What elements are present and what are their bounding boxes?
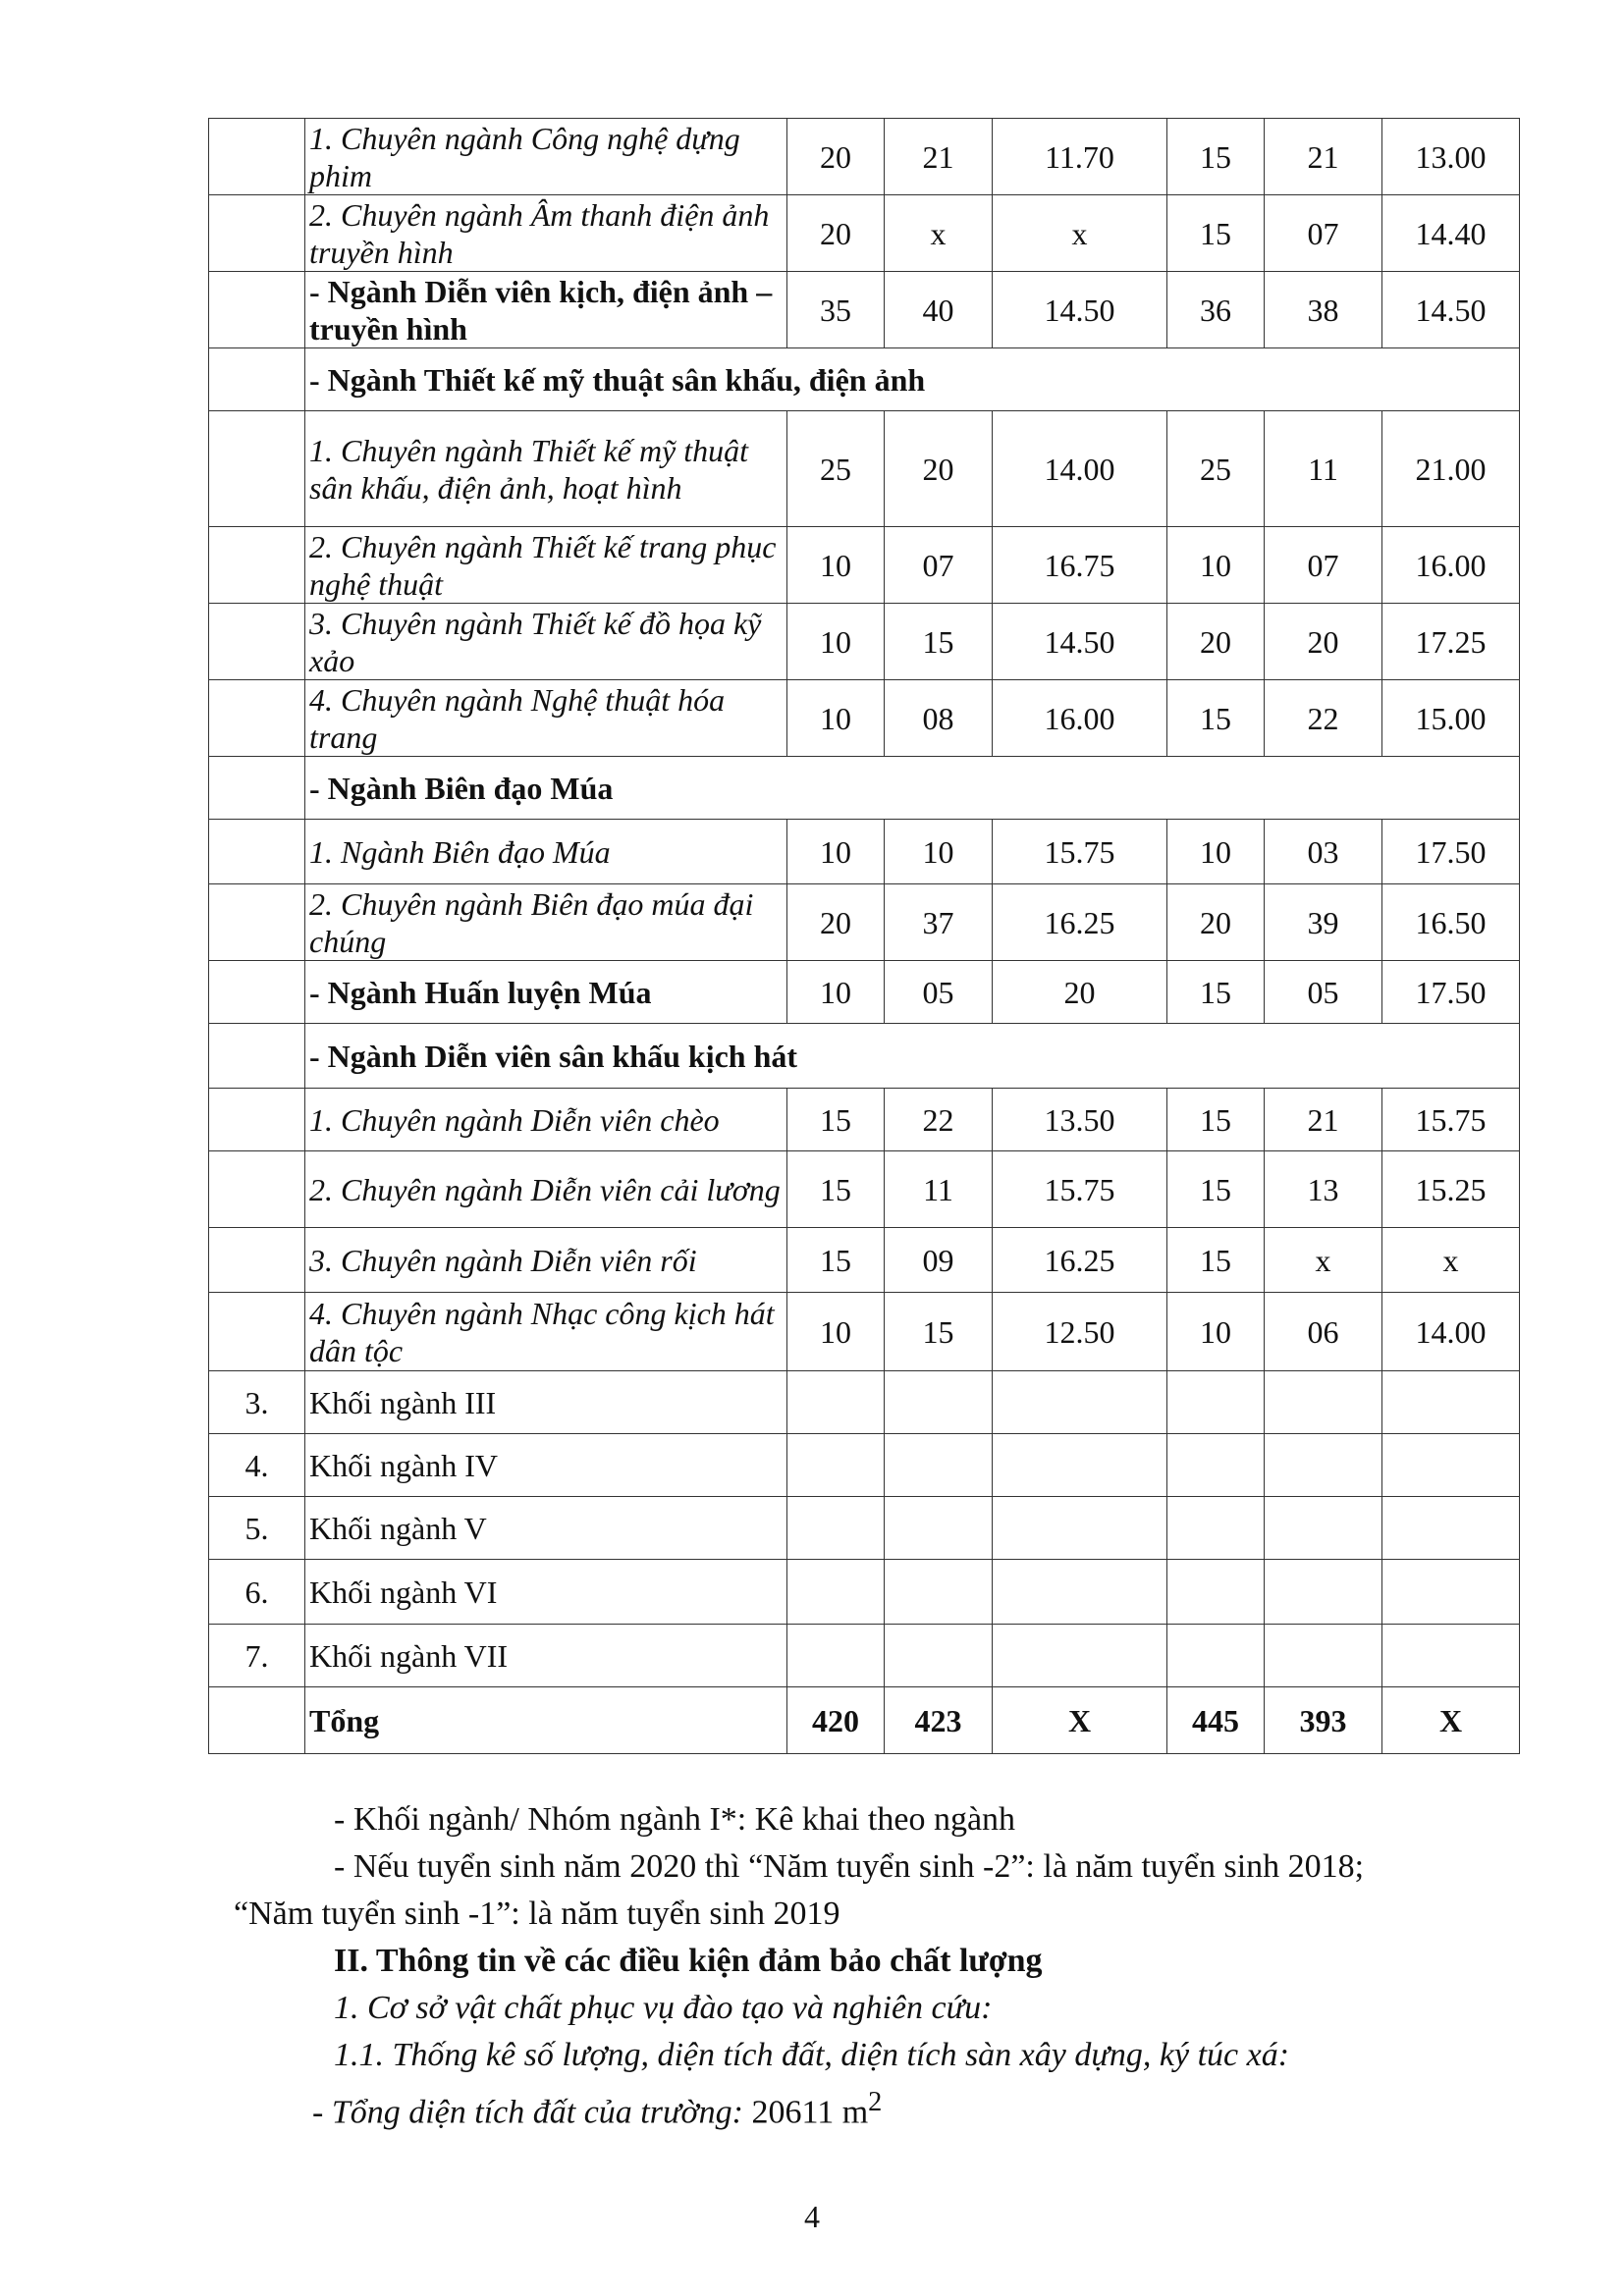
row-index-cell — [209, 1089, 305, 1151]
value-cell: 22 — [1265, 680, 1382, 757]
table-row — [209, 1089, 1520, 1151]
table-row — [209, 527, 1520, 604]
row-name-cell: - Ngành Thiết kế mỹ thuật sân khấu, điện ảnh — [305, 348, 1520, 411]
row-index-cell — [209, 1228, 305, 1293]
total-value-cell: 393 — [1265, 1687, 1382, 1754]
row-index-cell: 5. — [209, 1497, 305, 1560]
row-index-cell — [209, 195, 305, 272]
value-cell — [1382, 1625, 1520, 1687]
table-row — [209, 119, 1520, 195]
value-cell: 20 — [787, 195, 885, 272]
value-cell — [993, 1560, 1167, 1625]
row-name-cell: 1. Chuyên ngành Thiết kế mỹ thuật sân khấu, điện ảnh, hoạt hình — [305, 411, 787, 527]
value-cell: 10 — [787, 604, 885, 680]
row-name-cell: - Ngành Huấn luyện Múa — [305, 961, 787, 1024]
value-cell: 15 — [1167, 1089, 1265, 1151]
table-row — [209, 680, 1520, 757]
notes-section — [234, 1796, 1520, 2136]
value-cell: 20 — [993, 961, 1167, 1024]
table-row — [209, 820, 1520, 884]
value-cell: 14.50 — [993, 272, 1167, 348]
value-cell: 07 — [1265, 195, 1382, 272]
value-cell: 20 — [1265, 604, 1382, 680]
value-cell: x — [1265, 1228, 1382, 1293]
value-cell: 15 — [885, 604, 993, 680]
value-cell: 10 — [787, 680, 885, 757]
page-number: 4 — [804, 2199, 820, 2234]
value-cell: 15.25 — [1382, 1151, 1520, 1228]
value-cell: 37 — [885, 884, 993, 961]
value-cell: x — [885, 195, 993, 272]
table-row — [209, 411, 1520, 527]
value-cell: 17.25 — [1382, 604, 1520, 680]
value-cell — [885, 1434, 993, 1497]
row-index-cell — [209, 604, 305, 680]
table-row — [209, 884, 1520, 961]
row-name-cell: 4. Chuyên ngành Nhạc công kịch hát dân tộc — [305, 1293, 787, 1371]
row-name-cell: 4. Chuyên ngành Nghệ thuật hóa trang — [305, 680, 787, 757]
total-index-cell — [209, 1687, 305, 1754]
value-cell: 05 — [885, 961, 993, 1024]
value-cell: 15.75 — [993, 1151, 1167, 1228]
value-cell — [1167, 1371, 1265, 1434]
total-land-area — [234, 2079, 1520, 2136]
value-cell — [1265, 1371, 1382, 1434]
value-cell — [885, 1497, 993, 1560]
table-row — [209, 1151, 1520, 1228]
value-cell: 10 — [885, 820, 993, 884]
row-name-cell: 1. Chuyên ngành Công nghệ dựng phim — [305, 119, 787, 195]
note-group-declaration: - Khối ngành/ Nhóm ngành I*: Kê khai theo ngành — [334, 1801, 1016, 1838]
value-cell: 10 — [787, 1293, 885, 1371]
value-cell: 10 — [1167, 1293, 1265, 1371]
total-value-cell: 423 — [885, 1687, 993, 1754]
table-row — [209, 1497, 1520, 1560]
value-cell: 15.75 — [1382, 1089, 1520, 1151]
value-cell: 20 — [787, 119, 885, 195]
admission-table — [208, 118, 1520, 1754]
value-cell: 35 — [787, 272, 885, 348]
value-cell: 15.75 — [993, 820, 1167, 884]
value-cell: 36 — [1167, 272, 1265, 348]
value-cell: 20 — [1167, 604, 1265, 680]
value-cell: 16.50 — [1382, 884, 1520, 961]
value-cell: 16.00 — [1382, 527, 1520, 604]
value-cell: 06 — [1265, 1293, 1382, 1371]
value-cell — [885, 1625, 993, 1687]
value-cell — [993, 1497, 1167, 1560]
row-name-cell: 3. Chuyên ngành Thiết kế đồ họa kỹ xảo — [305, 604, 787, 680]
value-cell: 15 — [1167, 1151, 1265, 1228]
value-cell: 16.75 — [993, 527, 1167, 604]
value-cell: 15 — [787, 1089, 885, 1151]
row-index-cell — [209, 411, 305, 527]
value-cell: 15 — [1167, 195, 1265, 272]
value-cell: 11 — [1265, 411, 1382, 527]
value-cell: 21 — [1265, 1089, 1382, 1151]
row-index-cell: 7. — [209, 1625, 305, 1687]
row-index-cell — [209, 884, 305, 961]
value-cell — [1265, 1625, 1382, 1687]
row-name-cell: - Ngành Biên đạo Múa — [305, 757, 1520, 820]
total-row — [209, 1687, 1520, 1754]
value-cell: 15 — [787, 1151, 885, 1228]
total-value-cell: 420 — [787, 1687, 885, 1754]
value-cell — [1265, 1434, 1382, 1497]
value-cell — [1382, 1434, 1520, 1497]
value-cell: 25 — [1167, 411, 1265, 527]
value-cell: 21 — [1265, 119, 1382, 195]
value-cell: 11.70 — [993, 119, 1167, 195]
value-cell: 10 — [1167, 527, 1265, 604]
value-cell: 15 — [1167, 1228, 1265, 1293]
value-cell — [1167, 1560, 1265, 1625]
table-row — [209, 195, 1520, 272]
total-value-cell: X — [1382, 1687, 1520, 1754]
value-cell — [1167, 1497, 1265, 1560]
row-index-cell: 6. — [209, 1560, 305, 1625]
row-name-cell: 2. Chuyên ngành Thiết kế trang phục nghệ thuật — [305, 527, 787, 604]
value-cell: 17.50 — [1382, 820, 1520, 884]
value-cell: 05 — [1265, 961, 1382, 1024]
value-cell: 20 — [787, 884, 885, 961]
table-row — [209, 272, 1520, 348]
value-cell: 16.25 — [993, 1228, 1167, 1293]
total-value-cell: X — [993, 1687, 1167, 1754]
value-cell — [1265, 1497, 1382, 1560]
value-cell: 07 — [885, 527, 993, 604]
row-name-cell: 1. Ngành Biên đạo Múa — [305, 820, 787, 884]
value-cell — [1265, 1560, 1382, 1625]
value-cell: 16.25 — [993, 884, 1167, 961]
value-cell: 15 — [787, 1228, 885, 1293]
value-cell — [993, 1625, 1167, 1687]
value-cell: 14.40 — [1382, 195, 1520, 272]
value-cell: 13.50 — [993, 1089, 1167, 1151]
value-cell: 15 — [1167, 961, 1265, 1024]
row-index-cell — [209, 1024, 305, 1089]
value-cell: 07 — [1265, 527, 1382, 604]
value-cell: 38 — [1265, 272, 1382, 348]
table-row — [209, 348, 1520, 411]
row-name-cell: - Ngành Diễn viên sân khấu kịch hát — [305, 1024, 1520, 1089]
row-name-cell: 2. Chuyên ngành Diễn viên cải lương — [305, 1151, 787, 1228]
row-index-cell — [209, 961, 305, 1024]
row-index-cell — [209, 272, 305, 348]
note-admission-year-1: “Năm tuyển sinh -1”: là năm tuyển sinh 2019 — [234, 1896, 840, 1932]
row-name-cell: - Ngành Diễn viên kịch, điện ảnh – truyền hình — [305, 272, 787, 348]
table-row — [209, 1560, 1520, 1625]
value-cell — [993, 1434, 1167, 1497]
note-admission-year-2: - Nếu tuyển sinh năm 2020 thì “Năm tuyển sinh -2”: là năm tuyển sinh 2018; — [334, 1848, 1365, 1885]
row-index-cell — [209, 527, 305, 604]
table-row — [209, 1625, 1520, 1687]
value-cell: 22 — [885, 1089, 993, 1151]
value-cell: x — [993, 195, 1167, 272]
value-cell: 14.00 — [993, 411, 1167, 527]
value-cell: 10 — [787, 820, 885, 884]
value-cell: 13.00 — [1382, 119, 1520, 195]
value-cell — [885, 1560, 993, 1625]
value-cell: x — [1382, 1228, 1520, 1293]
row-name-cell: 2. Chuyên ngành Biên đạo múa đại chúng — [305, 884, 787, 961]
table-body — [209, 119, 1520, 1754]
subsection-statistics: 1.1. Thống kê số lượng, diện tích đất, diện tích sàn xây dựng, ký túc xá: — [334, 2037, 1290, 2073]
subsection-facilities: 1. Cơ sở vật chất phục vụ đào tạo và nghiên cứu: — [334, 1990, 993, 2026]
table-row — [209, 1434, 1520, 1497]
row-name-cell: 2. Chuyên ngành Âm thanh điện ảnh truyền hình — [305, 195, 787, 272]
value-cell: 11 — [885, 1151, 993, 1228]
value-cell: 13 — [1265, 1151, 1382, 1228]
value-cell: 09 — [885, 1228, 993, 1293]
row-name-cell: 1. Chuyên ngành Diễn viên chèo — [305, 1089, 787, 1151]
row-index-cell: 4. — [209, 1434, 305, 1497]
value-cell: 25 — [787, 411, 885, 527]
row-index-cell: 3. — [209, 1371, 305, 1434]
row-name-cell: Khối ngành VII — [305, 1625, 787, 1687]
value-cell: 12.50 — [993, 1293, 1167, 1371]
value-cell: 15 — [1167, 680, 1265, 757]
row-index-cell — [209, 348, 305, 411]
value-cell — [1167, 1434, 1265, 1497]
row-name-cell: Khối ngành III — [305, 1371, 787, 1434]
row-name-cell: 3. Chuyên ngành Diễn viên rối — [305, 1228, 787, 1293]
value-cell — [787, 1560, 885, 1625]
value-cell: 15 — [885, 1293, 993, 1371]
value-cell: 14.50 — [1382, 272, 1520, 348]
total-land-area-label: - Tổng diện tích đất của trường: — [312, 2094, 743, 2131]
value-cell: 10 — [787, 961, 885, 1024]
value-cell — [787, 1371, 885, 1434]
value-cell: 39 — [1265, 884, 1382, 961]
value-cell — [885, 1371, 993, 1434]
section-heading: II. Thông tin về các điều kiện đảm bảo chất lượng — [334, 1943, 1043, 1979]
table-row — [209, 1228, 1520, 1293]
total-value-cell: 445 — [1167, 1687, 1265, 1754]
value-cell: 20 — [885, 411, 993, 527]
value-cell — [1382, 1560, 1520, 1625]
value-cell: 14.00 — [1382, 1293, 1520, 1371]
value-cell: 17.50 — [1382, 961, 1520, 1024]
value-cell: 10 — [787, 527, 885, 604]
value-cell: 08 — [885, 680, 993, 757]
total-label-cell: Tổng — [305, 1687, 787, 1754]
value-cell — [787, 1497, 885, 1560]
value-cell: 10 — [1167, 820, 1265, 884]
table-row — [209, 961, 1520, 1024]
row-index-cell — [209, 820, 305, 884]
row-name-cell: Khối ngành VI — [305, 1560, 787, 1625]
table-row — [209, 757, 1520, 820]
value-cell: 21 — [885, 119, 993, 195]
value-cell: 16.00 — [993, 680, 1167, 757]
row-name-cell: Khối ngành V — [305, 1497, 787, 1560]
row-index-cell — [209, 680, 305, 757]
table-row — [209, 1024, 1520, 1089]
row-index-cell — [209, 757, 305, 820]
table-row — [209, 604, 1520, 680]
value-cell — [1382, 1371, 1520, 1434]
row-index-cell — [209, 119, 305, 195]
value-cell: 20 — [1167, 884, 1265, 961]
value-cell: 21.00 — [1382, 411, 1520, 527]
row-index-cell — [209, 1293, 305, 1371]
value-cell: 15.00 — [1382, 680, 1520, 757]
table-row — [209, 1371, 1520, 1434]
value-cell — [993, 1371, 1167, 1434]
value-cell — [787, 1625, 885, 1687]
total-land-area-value: 20611 m — [751, 2094, 869, 2131]
value-cell: 15 — [1167, 119, 1265, 195]
value-cell: 14.50 — [993, 604, 1167, 680]
value-cell: 03 — [1265, 820, 1382, 884]
value-cell — [1167, 1625, 1265, 1687]
value-cell — [1382, 1497, 1520, 1560]
area-unit-superscript: 2 — [868, 2087, 883, 2117]
table-row — [209, 1293, 1520, 1371]
value-cell — [787, 1434, 885, 1497]
value-cell: 40 — [885, 272, 993, 348]
row-index-cell — [209, 1151, 305, 1228]
row-name-cell: Khối ngành IV — [305, 1434, 787, 1497]
